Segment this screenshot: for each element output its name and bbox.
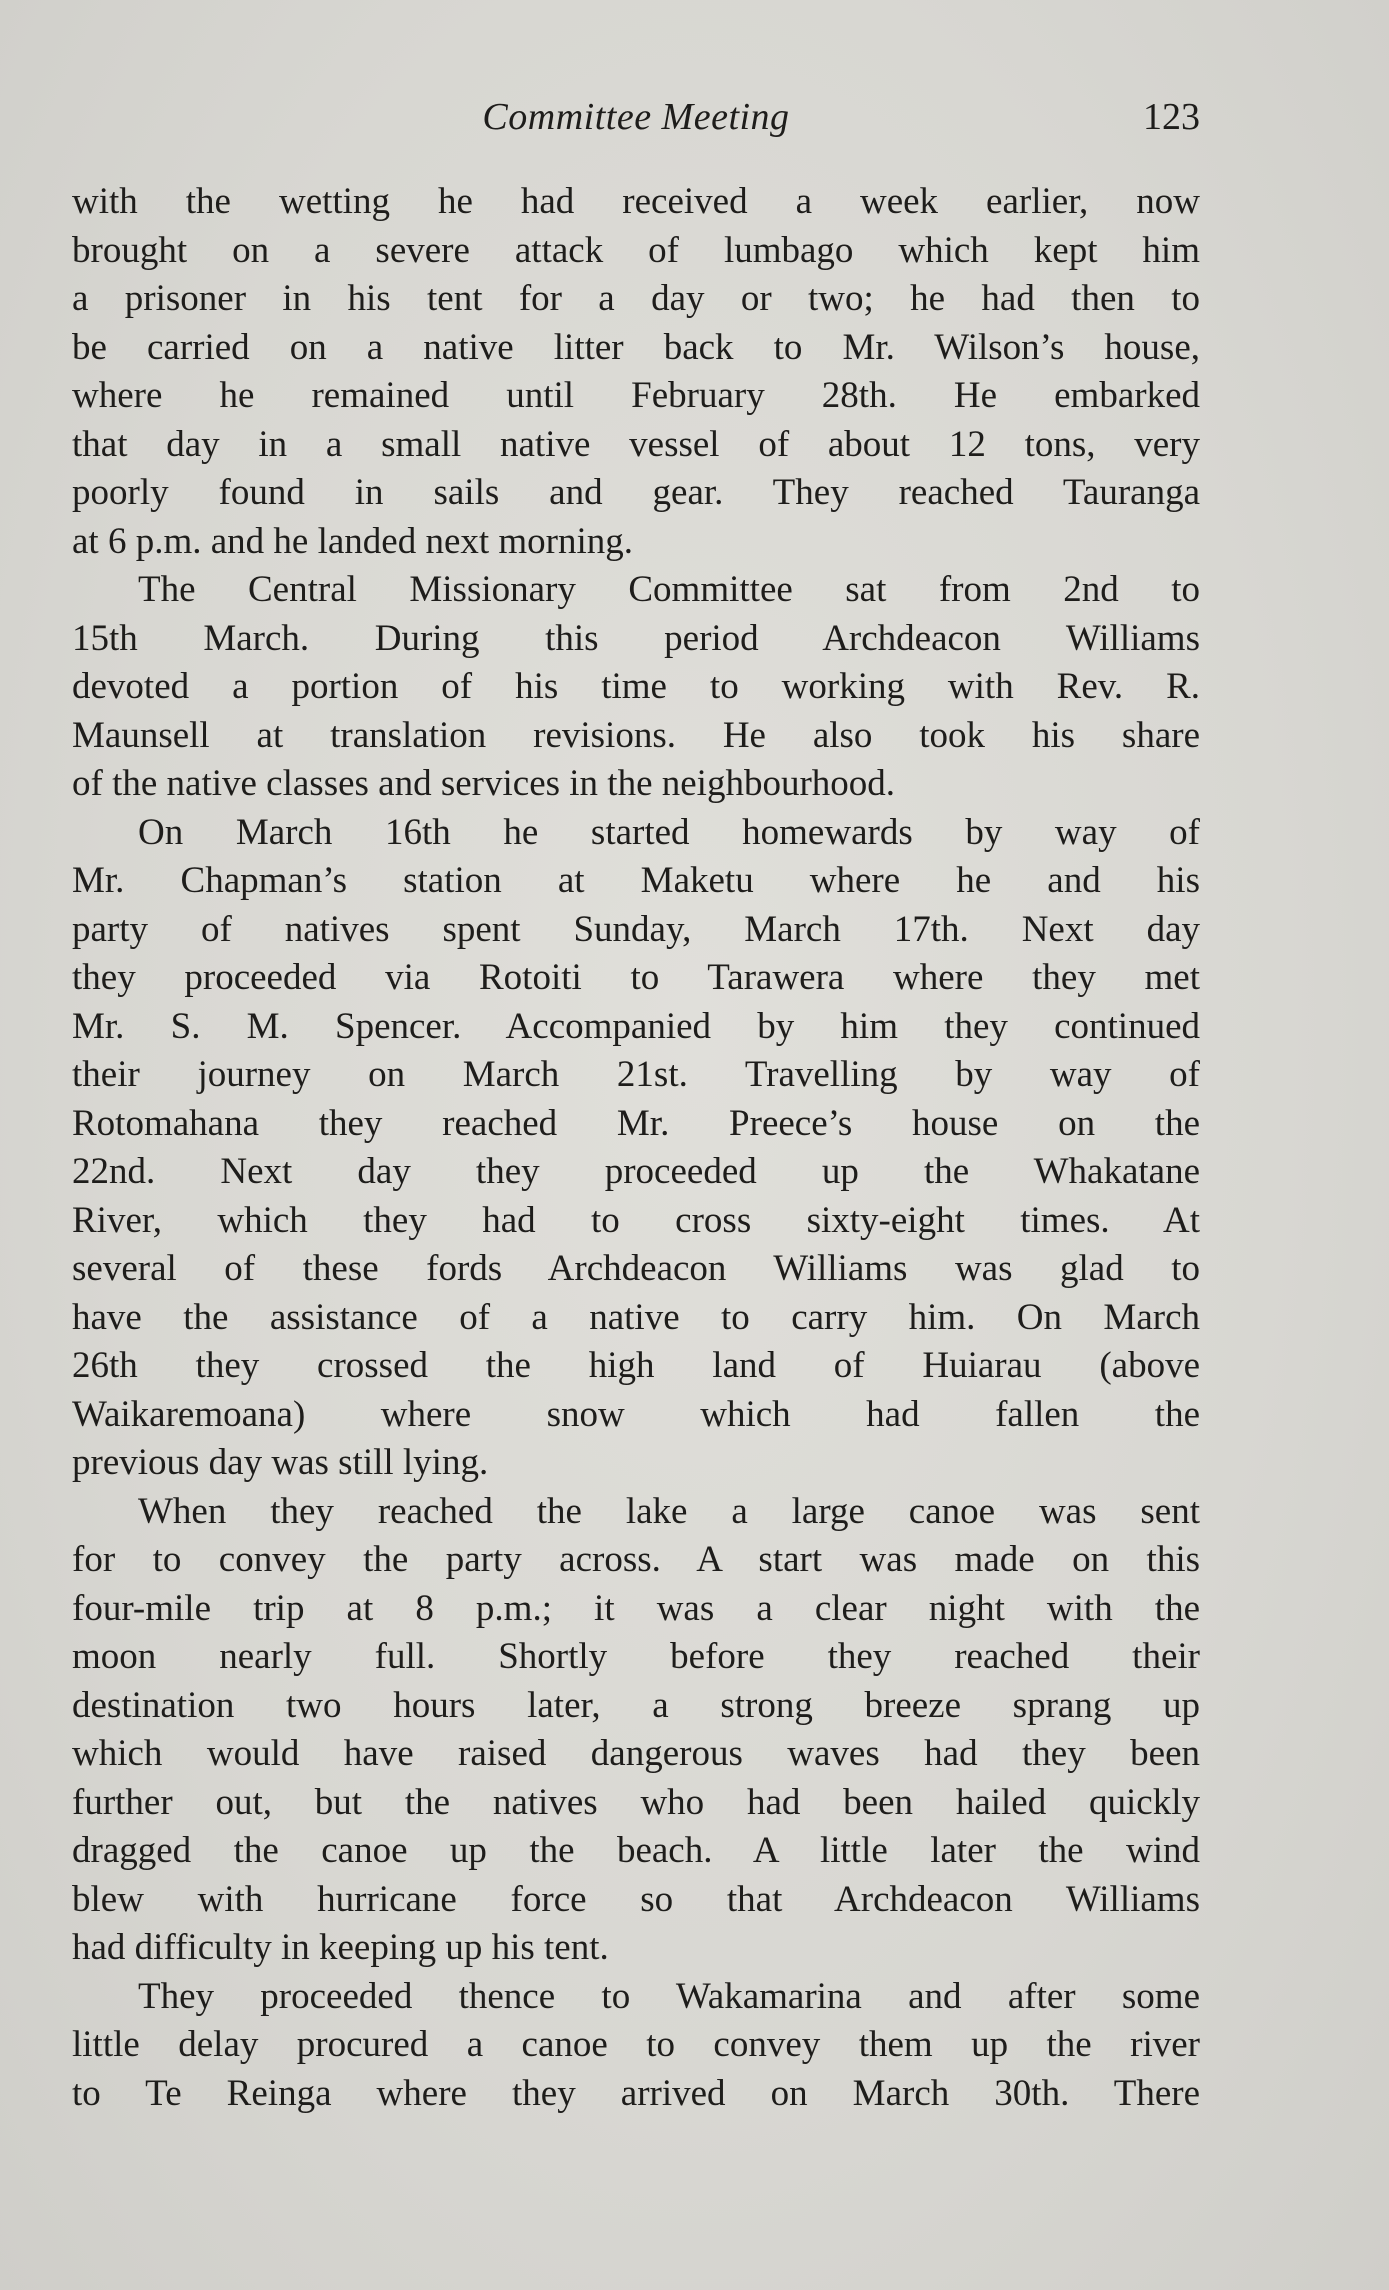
text-line: which would have raised dangerous waves had they been — [72, 1733, 1200, 1774]
text-line: River, which they had to cross sixty-eight times. At — [72, 1199, 1200, 1241]
text-line: Mr. Chapman’s station at Maketu where he and his — [72, 860, 1200, 901]
text-line: where he remained until February 28th. He embarked — [72, 375, 1200, 416]
text-line: had difficulty in keeping up his tent. — [72, 1927, 609, 1968]
text-line: at 6 p.m. and he landed next morning. — [72, 520, 634, 562]
text-line: 26th they crossed the high land of Huiarau (above — [72, 1345, 1200, 1386]
text-line: On March 16th he started homewards by way of — [138, 811, 1200, 853]
text-line: they proceeded via Rotoiti to Tarawera where they met — [72, 957, 1200, 998]
text-line: for to convey the party across. A start was made on this — [72, 1539, 1200, 1580]
page-number: 123 — [1143, 96, 1200, 138]
page-header — [72, 95, 1200, 151]
text-line: four-mile trip at 8 p.m.; it was a clear night with the — [72, 1587, 1200, 1629]
text-line: little delay procured a canoe to convey them up the river — [72, 2024, 1200, 2065]
text-line: Rotomahana they reached Mr. Preece’s house on the — [72, 1102, 1200, 1144]
text-line: be carried on a native litter back to Mr. Wilson’s house, — [72, 326, 1200, 368]
text-line: that day in a small native vessel of about 12 tons, very — [72, 423, 1200, 465]
text-line: several of these fords Archdeacon Williams was glad to — [72, 1248, 1200, 1289]
text-line: Waikaremoana) where snow which had fallen the — [72, 1393, 1200, 1435]
text-line: previous day was still lying. — [72, 1442, 489, 1483]
text-line: Mr. S. M. Spencer. Accompanied by him they continued — [72, 1005, 1200, 1047]
text-line: When they reached the lake a large canoe was sent — [138, 1490, 1200, 1532]
text-line: blew with hurricane force so that Archdeacon Williams — [72, 1878, 1200, 1920]
text-line: poorly found in sails and gear. They reached Tauranga — [72, 472, 1200, 513]
body-text — [72, 178, 1200, 2118]
text-line: They proceeded thence to Wakamarina and after some — [138, 1975, 1200, 2017]
text-line: of the native classes and services in the neighbourhood. — [72, 763, 896, 804]
text-line: destination two hours later, a strong breeze sprang up — [72, 1684, 1200, 1726]
text-line: to Te Reinga where they arrived on March 30th. There — [72, 2072, 1200, 2114]
text-line: party of natives spent Sunday, March 17th. Next day — [72, 908, 1200, 950]
text-line: dragged the canoe up the beach. A little later the wind — [72, 1830, 1200, 1871]
text-line: a prisoner in his tent for a day or two; he had then to — [72, 278, 1200, 319]
text-line: moon nearly full. Shortly before they reached their — [72, 1636, 1200, 1677]
text-line: devoted a portion of his time to working with Rev. R. — [72, 666, 1200, 707]
text-line: 15th March. During this period Archdeacon Williams — [72, 617, 1200, 659]
text-line: 22nd. Next day they proceeded up the Whakatane — [72, 1151, 1200, 1192]
text-line: Maunsell at translation revisions. He also took his share — [72, 714, 1200, 756]
text-line: have the assistance of a native to carry him. On March — [72, 1296, 1200, 1338]
text-line: further out, but the natives who had been hailed quickly — [72, 1781, 1200, 1823]
text-line: brought on a severe attack of lumbago which kept him — [72, 229, 1200, 271]
text-line: with the wetting he had received a week earlier, now — [72, 181, 1200, 222]
text-line: their journey on March 21st. Travelling by way of — [72, 1054, 1200, 1095]
text-line: The Central Missionary Committee sat from 2nd to — [138, 569, 1200, 610]
running-title: Committee Meeting — [482, 96, 790, 138]
